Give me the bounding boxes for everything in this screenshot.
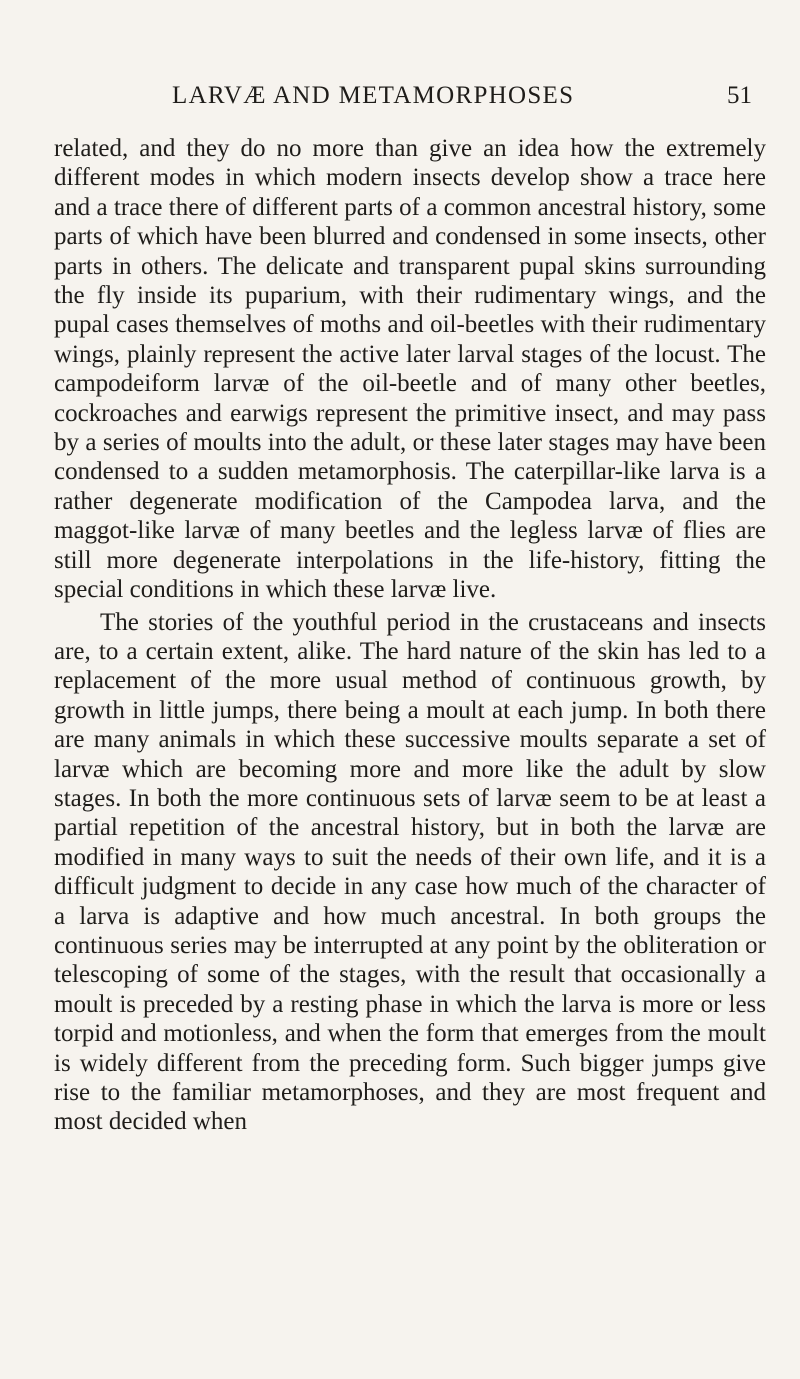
paragraph-continued: related, and they do no more than give an idea how the extremely different modes in which modern insects develop show a trace here and a trace there of different parts of a common ancestral history, some parts of which have been blurred and condensed in some insects, other parts in others. The delicate and transparent pupal skins surrounding the fly inside its puparium, with their rudimentary wings, and the pupal cases themselves of moths and oil-beetles with their rudimentary wings, plainly represent the active later larval stages of the locust. The campodeiform larvæ of the oil-beetle and of many other beetles, cockroaches and earwigs represent the primitive insect, and may pass by a series of moults into the adult, or these later stages may have been condensed to a sudden metamorphosis. The caterpillar-like larva is a rather degenerate modification of the Campodea larva, and the maggot-like larvæ of many beetles and the legless larvæ of flies are still more degenerate interpolations in the life-history, fitting the special conditions in which these larvæ live. — [54, 135, 766, 604]
running-head — [172, 82, 752, 122]
paragraph-youthful-period: The stories of the youthful period in the crustaceans and insects are, to a certain extent, alike. The hard nature of the skin has led to a replacement of the more usual method of continuous growth, by growth in little jumps, there being a moult at each jump. In both there are many animals in which these successive moults separate a set of larvæ which are becoming more and more like the adult by slow stages. In both the more continuous sets of larvæ seem to be at least a partial repetition of the ancestral history, but in both the larvæ are modified in many ways to suit the needs of their own life, and it is a difficult judgment to decide in any case how much of the character of a larva is adaptive and how much ancestral. In both groups the continuous series may be interrupted at any point by the obliteration or telescoping of some of the stages, with the result that occasionally a moult is preceded by a resting phase in which the larva is more or less torpid and motionless, and when the form that emerges from the moult is widely different from the preceding form. Such bigger jumps give rise to the familiar metamorphoses, and they are most frequent and most decided when — [54, 608, 766, 1136]
page-number: 51 — [727, 82, 752, 109]
running-title: LARVÆ AND METAMORPHOSES — [172, 82, 575, 109]
body-text — [54, 134, 766, 1137]
